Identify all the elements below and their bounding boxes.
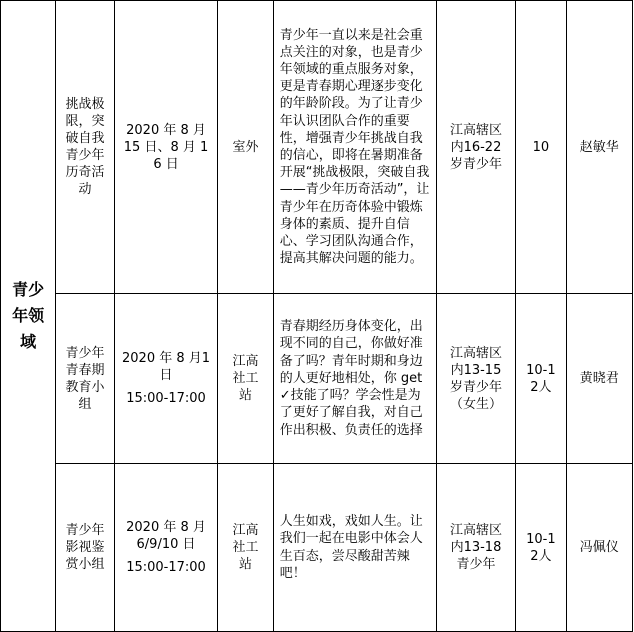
activity-place-cell	[218, 1, 273, 294]
activity-target: 江高辖区内16-22岁青少年	[449, 122, 502, 172]
activity-name: 青少年影视鉴赏小组	[65, 523, 105, 572]
activity-date: 2020 年 8 月 6/9/10 日	[126, 520, 206, 552]
activity-date-cell	[114, 464, 218, 632]
activity-count: 10-12人	[526, 531, 556, 564]
activity-name-cell	[56, 294, 114, 464]
activity-staff-cell	[566, 464, 632, 632]
activity-staff-cell	[566, 1, 632, 294]
activity-place: 室外	[232, 139, 259, 155]
table-row	[1, 1, 633, 294]
activity-description-cell	[273, 464, 436, 632]
activity-description: 人生如戏，戏如人生。让我们一起在电影中体会人生百态，尝尽酸甜苦辣吧！	[279, 514, 423, 581]
activity-name: 挑战极限，突破自我青少年历奇活动	[65, 97, 105, 197]
activity-count: 10-12人	[526, 362, 556, 395]
activity-staff: 冯佩仪	[579, 540, 619, 555]
activity-count-cell	[516, 1, 566, 294]
activity-time: 15:00-17:00	[126, 391, 206, 406]
activity-target: 江高辖区内13-18青少年	[449, 523, 502, 572]
activity-count: 10	[532, 139, 550, 155]
activity-name-cell	[56, 1, 114, 294]
activity-place-cell	[218, 464, 273, 632]
activity-target-cell	[436, 1, 516, 294]
activity-place-cell	[218, 294, 273, 464]
activity-time: 15:00-17:00	[126, 560, 206, 575]
activity-count-cell	[516, 294, 566, 464]
activity-date-cell	[114, 294, 218, 464]
activity-description: 青少年一直以来是社会重点关注的对象，也是青少年领域的重点服务对象，更是青春期心理逐步变化的年龄阶段。为了让青少年认识团队合作的重要性，增强青少年挑战自我的信心，即将在暑期准备开展“挑战极限，突破自我——青少年历奇活动”，让青少年在历奇体验中锻炼身体的素质、提升自信心、学习团队沟通合作，提高其解决问题的能力。	[279, 27, 430, 267]
activity-staff-cell	[566, 294, 632, 464]
domain-label: 青少年领域	[12, 280, 45, 351]
activity-date-cell	[114, 1, 218, 294]
activity-place: 江高社工站	[232, 354, 259, 403]
activity-count-cell	[516, 464, 566, 632]
activity-description: 青春期经历身体变化，出现不同的自己，你做好准备了吗？青年时期和身边的人更好地相处，你 get✓技能了吗？学会性是为了更好了解自我，对自己作出积极、负责任的选择	[279, 319, 423, 438]
activity-date: 2020 年 8 月1 日	[122, 351, 211, 383]
activity-target-cell	[436, 294, 516, 464]
activity-date: 2020 年 8 月 15 日、8 月 16 日	[123, 122, 209, 172]
activity-staff: 赵敏华	[579, 139, 619, 155]
activity-name: 青少年青春期教育小组	[65, 345, 105, 412]
table-row	[1, 294, 633, 464]
activity-staff: 黄晓君	[579, 371, 619, 386]
activity-target: 江高辖区内13-15岁青少年（女生）	[449, 345, 502, 412]
activity-name-cell	[56, 464, 114, 632]
table-row	[1, 464, 633, 632]
activity-target-cell	[436, 464, 516, 632]
domain-cell	[1, 1, 56, 632]
activity-description-cell	[273, 294, 436, 464]
activity-place: 江高社工站	[232, 523, 259, 572]
activity-description-cell	[273, 1, 436, 294]
